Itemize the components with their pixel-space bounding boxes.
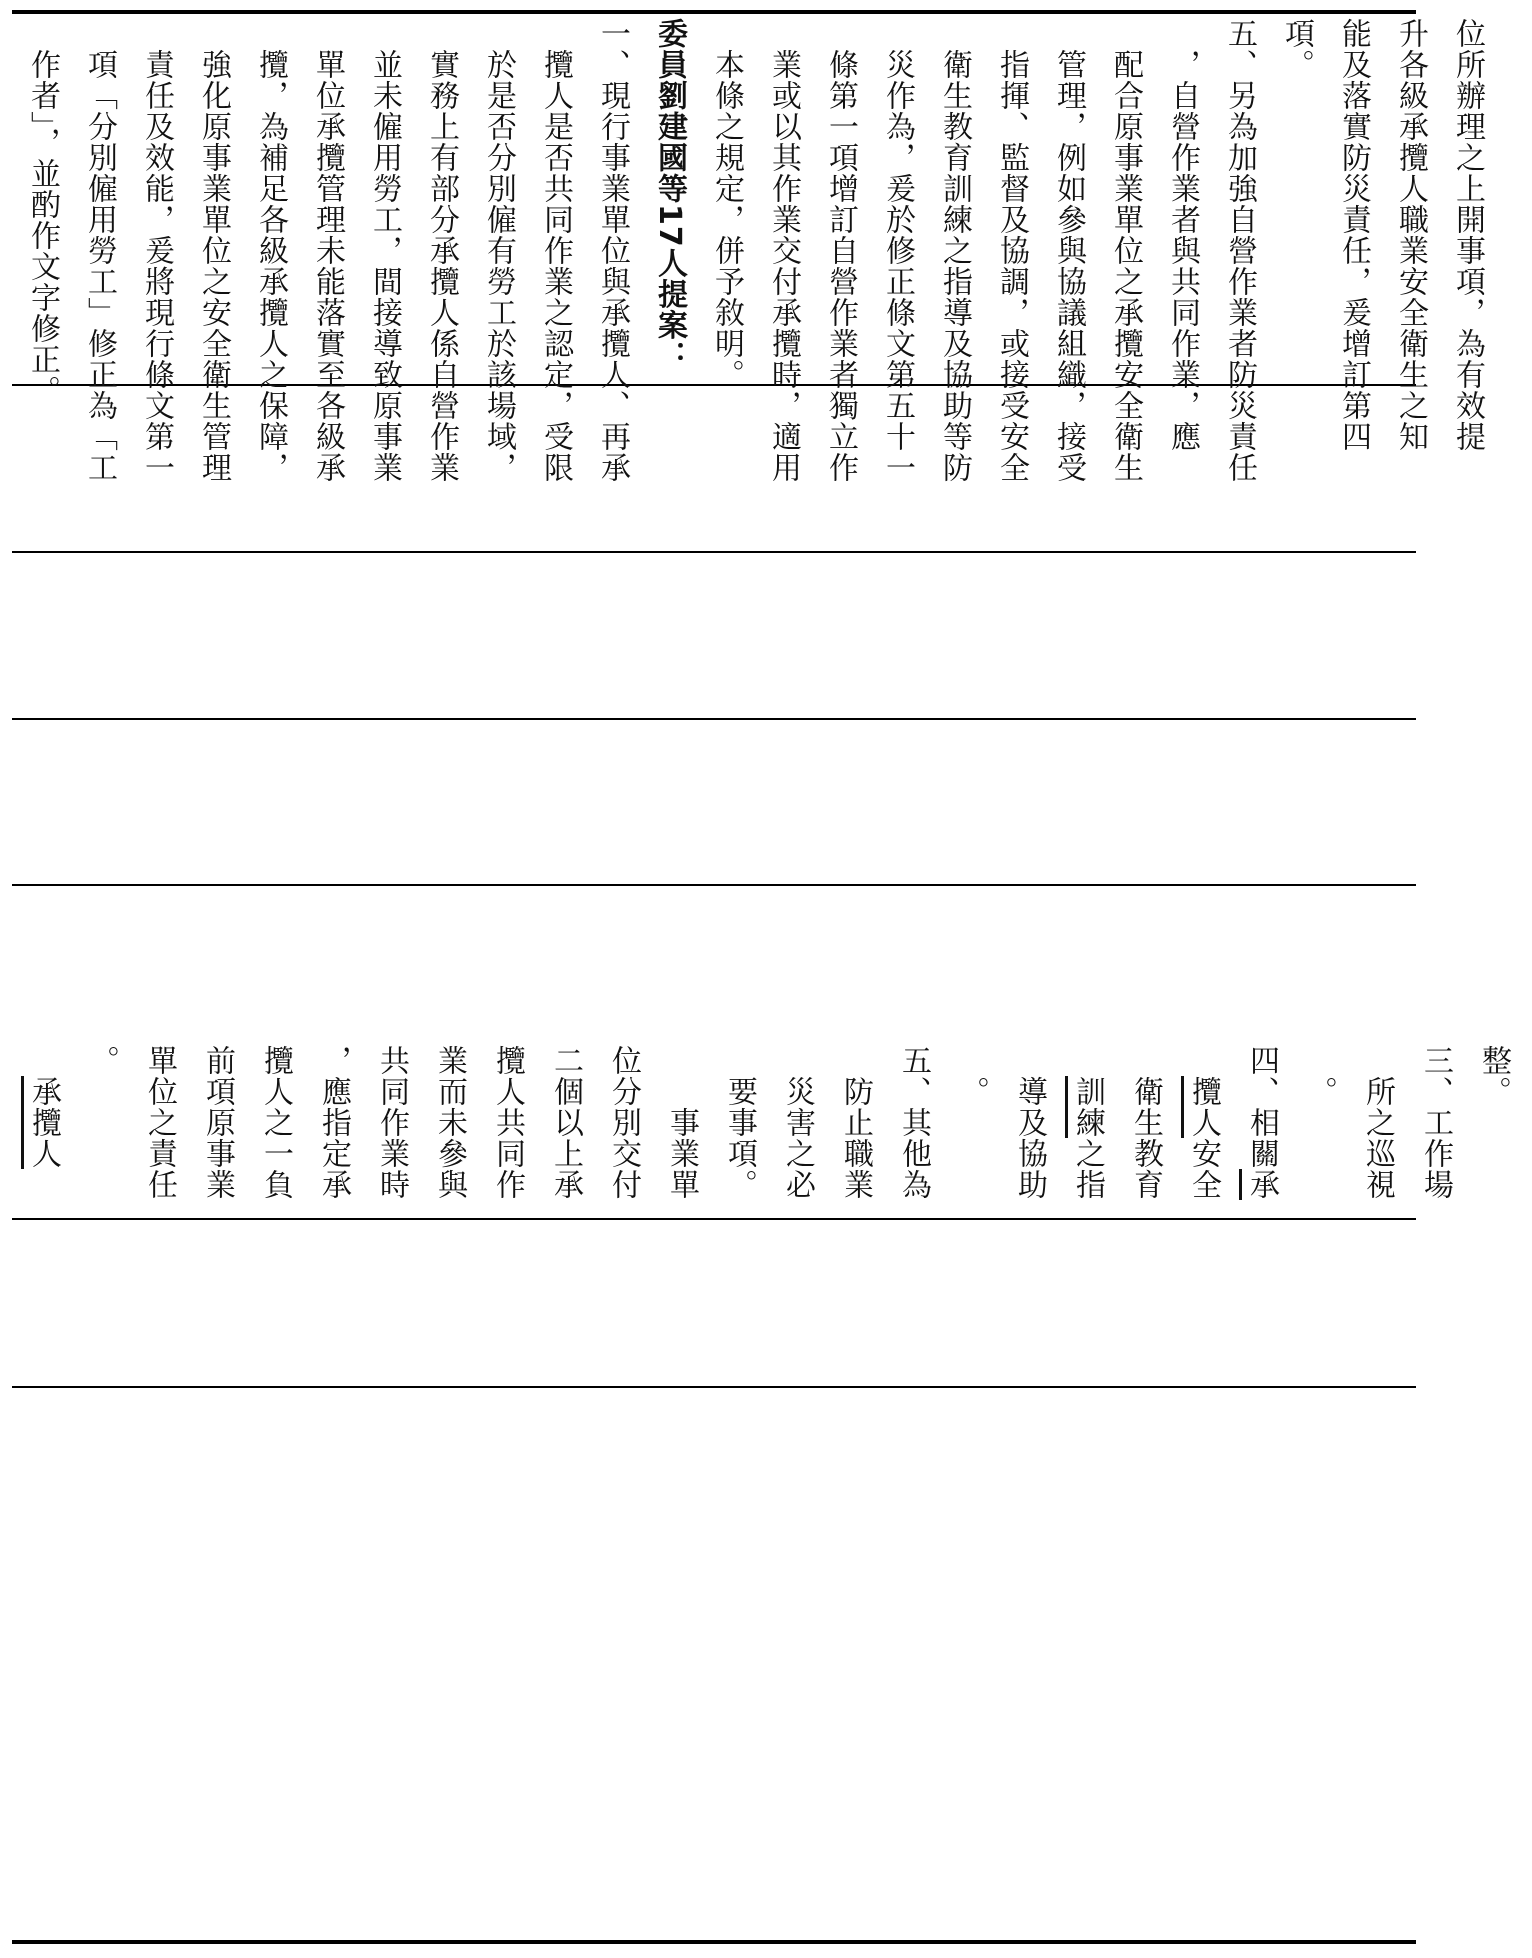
- empty-cell: [14, 388, 1414, 549]
- text-line: 位所辦理之上開事項，為有效提: [1450, 18, 1485, 452]
- text-line: 導及協助: [1012, 1045, 1047, 1200]
- empty-cell: [14, 1222, 1414, 1384]
- heading-number: 17: [652, 204, 687, 248]
- text-line: 攬，為補足各級承攬人之保障，: [253, 18, 288, 483]
- text-line: 五、其他為: [896, 1045, 931, 1200]
- text-line: 一、現行事業單位與承攬人、再承: [595, 18, 630, 483]
- text-line: 。: [954, 1045, 989, 1107]
- text-line: 衛生教育: [1128, 1045, 1163, 1200]
- empty-cell: [14, 722, 1414, 882]
- text-line: 配合原事業單位之承攬安全衛生: [1108, 18, 1143, 483]
- text-line: 本條之規定，併予敘明。: [709, 18, 744, 390]
- text-line: ，自營作業者與共同作業，應: [1165, 18, 1200, 452]
- explanation-text: [14, 18, 1506, 483]
- text-line: 攬人是否共同作業之認定，受限: [538, 18, 573, 483]
- text-segment: 四、相關: [1244, 1045, 1279, 1169]
- text-line: 防止職業: [838, 1045, 873, 1200]
- table-border-bottom: [12, 1940, 1416, 1944]
- underlined-text: 承攬人: [26, 1076, 61, 1169]
- heading-text: 人提案：: [652, 247, 687, 372]
- text-line: 單位之責任: [142, 1045, 177, 1200]
- explanation-cell: [14, 18, 1485, 483]
- text-line: 條第一項增訂自營作業者獨立作: [823, 18, 858, 483]
- text-line: 前項原事業: [200, 1045, 235, 1200]
- text-line: 所之巡視: [1360, 1045, 1395, 1200]
- text-line: 能及落實防災責任，爰增訂第四: [1336, 18, 1371, 452]
- proposal-heading: [641, 18, 698, 372]
- empty-cell: [14, 1390, 1414, 1938]
- text-line: 於是否分別僱有勞工於該場域，: [481, 18, 516, 483]
- text-line: 三、工作場: [1418, 1045, 1453, 1200]
- text-line: 災害之必: [780, 1045, 815, 1200]
- row-divider: [12, 1386, 1416, 1388]
- text-line: 業而未參與: [432, 1045, 467, 1200]
- text-line: [14, 1045, 72, 1169]
- empty-cell: [14, 555, 1414, 716]
- underlined-text: 承: [1244, 1169, 1279, 1200]
- text-line: 攬人共同作: [490, 1045, 525, 1200]
- heading-text: 委員劉建國等: [652, 18, 687, 204]
- underlined-text: 攬人: [1186, 1076, 1221, 1138]
- text-segment: 之指: [1070, 1138, 1105, 1200]
- text-line: 項。: [1279, 18, 1314, 80]
- text-line: [1232, 1045, 1290, 1200]
- text-line: 事業單: [664, 1045, 699, 1200]
- text-line: 。: [84, 1045, 119, 1076]
- text-line: 要事項。: [722, 1045, 757, 1200]
- row-divider: [12, 551, 1416, 553]
- text-line: 作者」，並酌作文字修正。: [25, 18, 60, 406]
- table-border-top: [12, 10, 1416, 14]
- text-line: 項「分別僱用勞工」修正為「工: [82, 18, 117, 483]
- text-line: 實務上有部分承攬人係自營作業: [424, 18, 459, 483]
- row-divider: [12, 1218, 1416, 1220]
- text-line: 衛生教育訓練之指導及協助等防: [937, 18, 972, 483]
- underlined-text: 訓練: [1070, 1076, 1105, 1138]
- text-line: 責任及效能，爰將現行條文第一: [139, 18, 174, 483]
- text-line: [1174, 1045, 1232, 1200]
- text-line: 單位承攬管理未能落實至各級承: [310, 18, 345, 483]
- text-line: 災作為，爰於修正條文第五十一: [880, 18, 915, 483]
- text-line: 整。: [1476, 1045, 1511, 1107]
- text-line: 攬人之一負: [258, 1045, 293, 1200]
- text-line: 強化原事業單位之安全衛生管理: [196, 18, 231, 483]
- text-line: 指揮、監督及協調，或接受安全: [994, 18, 1029, 483]
- text-line: [1058, 1045, 1116, 1200]
- text-line: 。: [1302, 1045, 1337, 1107]
- row-divider: [12, 884, 1416, 886]
- text-line: 升各級承攬人職業安全衛生之知: [1393, 18, 1428, 452]
- text-line: 管理，例如參與協議組織，接受: [1051, 18, 1086, 483]
- text-line: 共同作業時: [374, 1045, 409, 1200]
- text-line: 二個以上承: [548, 1045, 583, 1200]
- text-line: 業或以其作業交付承攬時，適用: [766, 18, 801, 483]
- text-line: ，應指定承: [316, 1045, 351, 1200]
- text-line: 位分別交付: [606, 1045, 641, 1200]
- article-text: [14, 1045, 1532, 1215]
- text-line: 並未僱用勞工，間接導致原事業: [367, 18, 402, 483]
- row-divider: [12, 718, 1416, 720]
- article-cell: [14, 1045, 1511, 1215]
- text-line: 五、另為加強自營作業者防災責任: [1222, 18, 1257, 483]
- text-segment: 安全: [1186, 1138, 1221, 1200]
